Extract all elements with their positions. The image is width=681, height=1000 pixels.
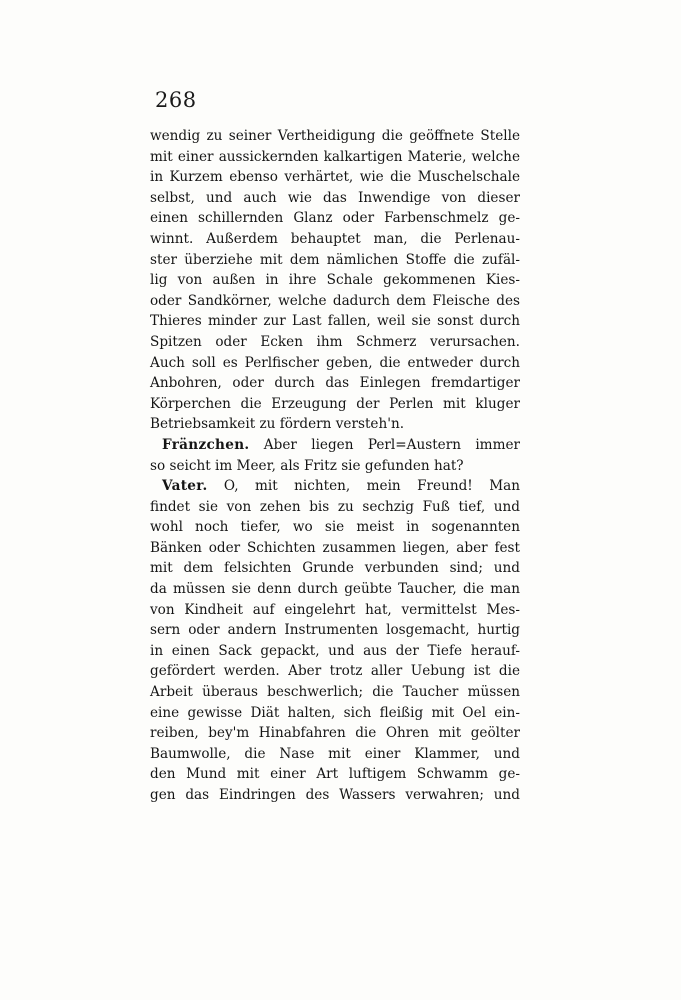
text-line: sern oder andern Instrumenten losgemacht, hurtig — [150, 622, 520, 639]
text-line: selbst, und auch wie das Inwendige von dieser — [150, 189, 520, 206]
text-line: mit einer aussickernden kalkartigen Materie, welche — [150, 148, 520, 165]
text-line: eine gewisse Diät halten, sich fleißig mit Oel ein- — [150, 704, 520, 721]
text-line: Anbohren, oder durch das Einlegen fremdartiger — [150, 375, 520, 392]
text-line: wohl noch tiefer, wo sie meist in sogenannten — [150, 519, 520, 536]
text-line: findet sie von zehen bis zu sechzig Fuß tief, und — [150, 498, 520, 515]
text-line: einen schillernden Glanz oder Farbenschmelz ge- — [150, 210, 520, 227]
dialogue-text: O, mit nichten, mein Freund! Man — [223, 478, 520, 495]
text-line: in Kurzem ebenso verhärtet, wie die Muschelschale — [150, 169, 520, 186]
text-line: Baumwolle, die Nase mit einer Klammer, und — [150, 745, 520, 762]
text-line: gen das Eindringen des Wassers verwahren; und — [150, 787, 520, 803]
text-line: ster überziehe mit dem nämlichen Stoffe die zufäl- — [150, 251, 520, 268]
speaker-vater: Vater. — [162, 478, 208, 495]
text-line: Thieres minder zur Last fallen, weil sie sonst durch — [150, 313, 520, 330]
text-line: Arbeit überaus beschwerlich; die Taucher müssen — [150, 684, 520, 701]
text-line: wendig zu seiner Vertheidigung die geöffnete Stelle — [150, 128, 520, 144]
text-line: Körperchen die Erzeugung der Perlen mit kluger — [150, 395, 520, 412]
text-line: so seicht im Meer, als Fritz sie gefunden hat? — [150, 457, 464, 474]
text-line: oder Sandkörner, welche dadurch dem Fleische des — [150, 292, 520, 309]
text-line: Auch soll es Perlfischer geben, die entweder durch — [150, 354, 520, 371]
text-line: da müssen sie denn durch geübte Taucher, die man — [150, 581, 520, 598]
text-line: Bänken oder Schichten zusammen liegen, aber fest — [150, 539, 520, 556]
text-line: reiben, bey'm Hinabfahren die Ohren mit geölter — [150, 725, 520, 742]
text-line: von Kindheit auf eingelehrt hat, vermittelst Mes- — [150, 601, 520, 618]
text-line: Spitzen oder Ecken ihm Schmerz verursachen. — [150, 333, 520, 350]
page-number: 268 — [155, 88, 197, 112]
text-line: mit dem felsichten Grunde verbunden sind; und — [150, 560, 520, 577]
text-line: in einen Sack gepackt, und aus der Tiefe herauf- — [150, 642, 520, 659]
text-line: winnt. Außerdem behauptet man, die Perlenau- — [150, 230, 520, 247]
text-line: gefördert werden. Aber trotz aller Uebung ist die — [150, 663, 520, 680]
text-line: lig von außen in ihre Schale gekommenen Kies- — [150, 272, 520, 289]
speaker-franzchen: Fränzchen. — [162, 436, 250, 453]
text-line: den Mund mit einer Art luftigem Schwamm ge- — [150, 766, 520, 783]
dialogue-text: Aber liegen Perl=Austern immer — [263, 436, 520, 453]
dialogue-line-franzchen — [150, 435, 520, 456]
body-text — [150, 126, 520, 806]
dialogue-line-vater — [150, 476, 520, 497]
text-line: Betriebsamkeit zu fördern versteh'n. — [150, 416, 405, 433]
